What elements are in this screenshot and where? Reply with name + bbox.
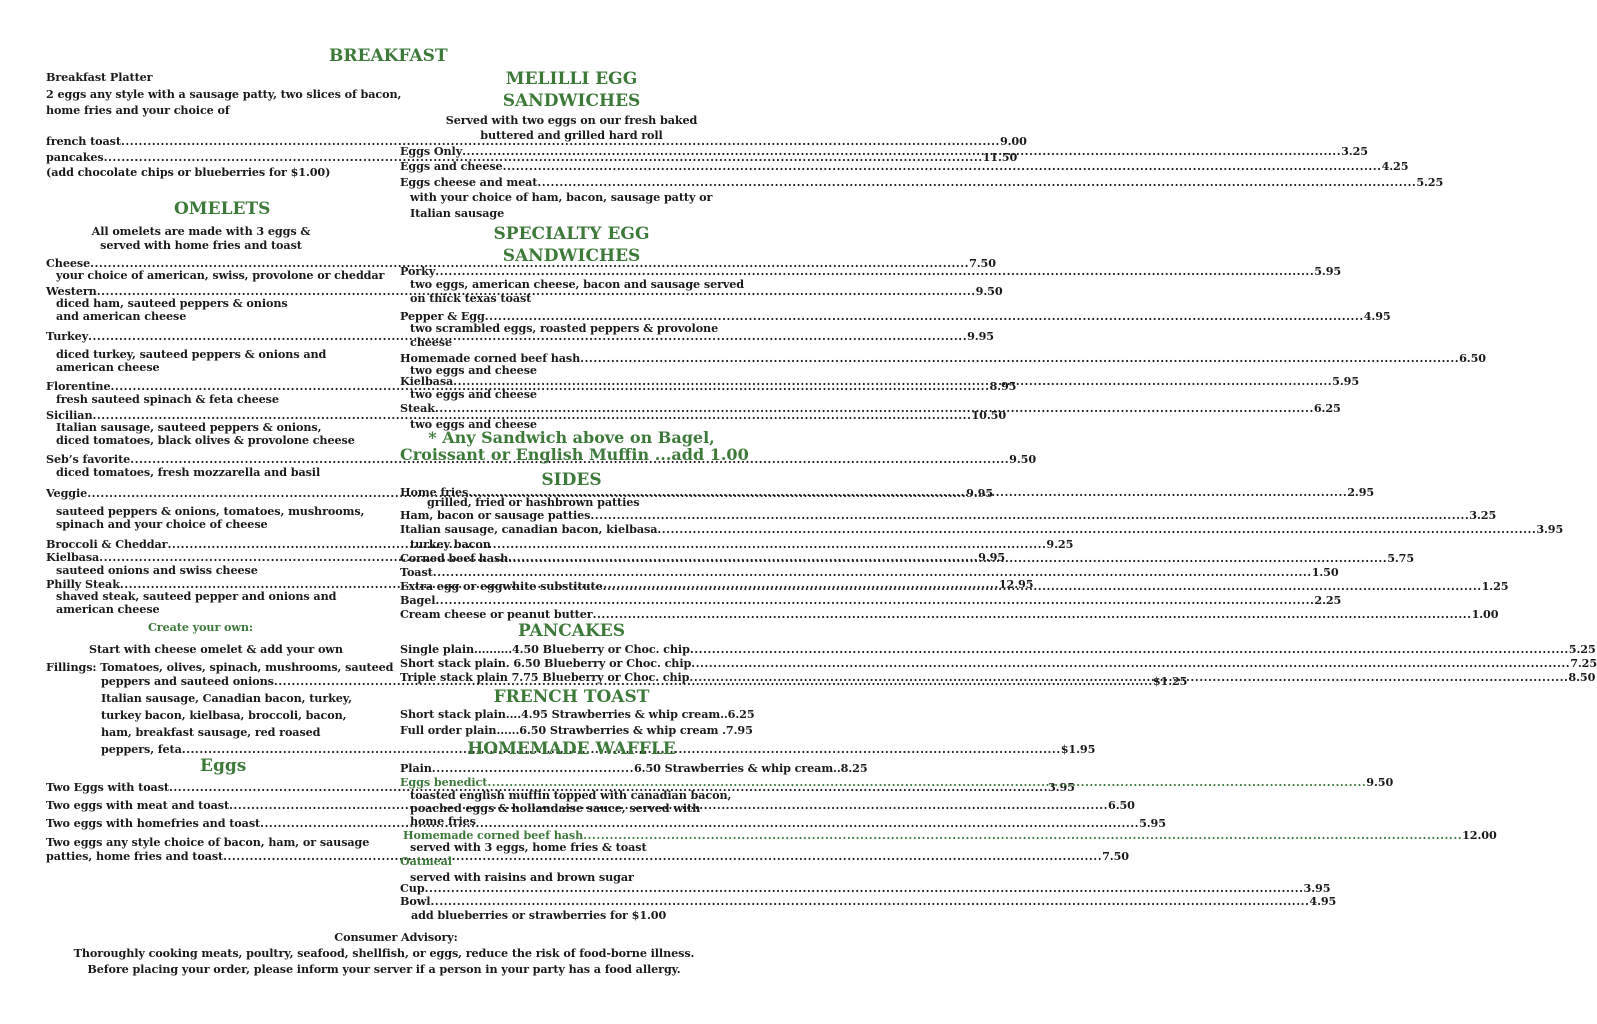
menu-item-desc: diced turkey, sauteed peppers & onions and	[56, 347, 327, 361]
menu-item-desc: add blueberries or strawberries for $1.00	[411, 908, 667, 922]
menu-item: Extra egg or eggwhite substitute ..... 1.25	[400, 579, 729, 593]
breakfast-note: (add chocolate chips or blueberries for $1.00)	[46, 165, 331, 179]
menu-item-desc: two eggs and cheese	[410, 417, 537, 431]
menu-item-desc: diced tomatoes, fresh mozzarella and basil	[56, 465, 321, 479]
menu-item-desc: sauteed onions and swiss cheese	[56, 563, 258, 577]
fillings-line: peppers and sauteed onions ..... $1.25	[101, 674, 361, 688]
menu-item: Bowl ..... 4.95	[400, 894, 732, 908]
menu-item: Two eggs with homefries and toast ..... 5.95	[46, 816, 357, 830]
menu-item-desc: two scrambled eggs, roasted peppers & provolone	[410, 321, 719, 335]
menu-item: Kielbasa ..... 9.95	[46, 550, 358, 564]
omelets-intro: served with home fries and toast	[100, 238, 302, 252]
specialty-heading: SPECIALTY EGG	[493, 224, 650, 244]
menu-item: Two eggs any style choice of bacon, ham, or sausage	[46, 835, 370, 849]
menu-item: Philly Steak ..... 12.95	[46, 577, 358, 591]
menu-item-desc: on thick texas toast	[410, 291, 532, 305]
menu-item-desc: toasted english muffin topped with canadian bacon,	[410, 788, 732, 802]
omelets-intro: All omelets are made with 3 eggs &	[91, 224, 311, 238]
menu-item: Ham, bacon or sausage patties ..... 3.25	[400, 508, 729, 522]
menu-item: Single plain..........4.50 Blueberry or Choc. chip ..... 5.25	[400, 642, 732, 656]
breakfast-platter-title: Breakfast Platter	[46, 70, 153, 84]
advisory-title: Consumer Advisory:	[334, 930, 458, 944]
menu-item: Seb’s favorite ..... 9.50	[46, 452, 358, 466]
breakfast-platter-desc: 2 eggs any style with a sausage patty, two slices of bacon,	[46, 87, 402, 101]
menu-item-desc: and american cheese	[56, 309, 187, 323]
breakfast-heading: BREAKFAST	[329, 46, 448, 66]
fillings-line: ham, breakfast sausage, red roased	[101, 725, 321, 739]
menu-item-desc: poached eggs & hollandaise sauce, served with	[410, 801, 701, 815]
menu-item: Cream cheese or peanut butter ..... 1.00	[400, 607, 729, 621]
menu-item: Broccoli & Cheddar ..... 9.25	[46, 537, 358, 551]
menu-item: Short stack plain....4.95 Strawberries & whip cream..6.25	[400, 707, 755, 721]
french-toast-heading: FRENCH TOAST	[493, 687, 650, 707]
specialty-heading: SANDWICHES	[502, 246, 641, 266]
menu-item-desc: two eggs and cheese	[410, 363, 537, 377]
menu-item: Bagel ..... 2.25	[400, 593, 729, 607]
menu-item: Plain .............................................. 6.50 Strawberries & whip cream..8.25	[400, 761, 868, 775]
menu-item-desc: sauteed peppers & onions, tomatoes, mushrooms,	[56, 504, 365, 518]
menu-item: Two Eggs with toast ..... 3.95	[46, 780, 357, 794]
create-your-own-intro: Start with cheese omelet & add your own	[89, 642, 343, 656]
menu-item: Cheese ..... 7.50	[46, 256, 358, 270]
egg-sandwiches-heading: MELILLI EGG	[505, 69, 638, 89]
menu-item: Italian sausage, canadian bacon, kielbasa ..... 3.95	[400, 522, 729, 536]
menu-item: Steak ..... 6.25	[400, 401, 743, 415]
create-your-own-heading: Create your own:	[148, 620, 253, 634]
menu-item-desc: american cheese	[56, 360, 160, 374]
menu-item: Cup ..... 3.95	[400, 881, 732, 895]
menu-item-desc: your choice of american, swiss, provolone or cheddar	[56, 268, 385, 282]
menu-item-desc: two eggs, american cheese, bacon and sausage served	[410, 277, 745, 291]
menu-item: Home fries ..... 2.95	[400, 485, 729, 499]
menu-item: Eggs and cheese ..... 4.25	[400, 159, 743, 173]
menu-item: Homemade corned beef hash ..... 12.00	[403, 828, 734, 842]
menu-item: Veggie ..... 9.95	[46, 486, 358, 500]
menu-item: Full order plain......6.50 Strawberries & whip cream .7.95	[400, 723, 753, 737]
menu-item-desc: cheese	[410, 335, 452, 349]
omelets-heading: OMELETS	[174, 199, 271, 219]
menu-item: Kielbasa ..... 5.95	[400, 374, 743, 388]
menu-item: Pepper & Egg ..... 4.95	[400, 309, 743, 323]
egg-sandwiches-intro: Served with two eggs on our fresh baked	[445, 113, 698, 127]
menu-item-desc: turkey bacon	[410, 537, 491, 551]
menu-item: Sicilian ..... 10.50	[46, 408, 358, 422]
menu-item: Porky ..... 5.95	[400, 264, 743, 278]
menu-item: french toast ..... 9.00	[46, 134, 356, 148]
menu-item: Florentine ..... 8.95	[46, 379, 358, 393]
waffle-heading: HOMEMADE WAFFLE	[467, 739, 676, 759]
menu-item-desc: served with raisins and brown sugar	[410, 870, 634, 884]
eggs-heading: Eggs	[200, 756, 247, 776]
menu-item: Short stack plain. 6.50 Blueberry or Choc. chip ..... 7.25	[400, 656, 734, 670]
fillings-label: Fillings: Tomatoes, olives, spinach, mushrooms, sauteed	[46, 660, 394, 674]
menu-item: Western ..... 9.50	[46, 284, 358, 298]
menu-item: patties, home fries and toast ..... 7.50	[46, 849, 356, 863]
menu-item: Corned beef hash ..... 5.75	[400, 551, 729, 565]
menu-item-desc: with your choice of ham, bacon, sausage patty or	[410, 190, 713, 204]
sandwich-upgrade-note: Croissant or English Muffin ...add 1.00	[400, 445, 749, 464]
menu-item: Eggs benedict ..... 9.50	[400, 775, 731, 789]
menu-item: Toast ..... 1.50	[400, 565, 729, 579]
menu-item-desc: spinach and your choice of cheese	[56, 517, 268, 531]
menu-item: Eggs Only ..... 3.25	[400, 144, 743, 158]
menu-item: Triple stack plain 7.75 Blueberry or Choc. chip ..... 8.50	[400, 670, 735, 684]
menu-item-desc: home fries	[410, 814, 476, 828]
menu-item: Two eggs with meat and toast ..... 6.50	[46, 798, 359, 812]
menu-item: Turkey ..... 9.95	[46, 329, 358, 343]
sandwich-upgrade-note: * Any Sandwich above on Bagel,	[428, 428, 715, 447]
menu-item-desc: shaved steak, sauteed pepper and onions and	[56, 589, 337, 603]
egg-sandwiches-heading: SANDWICHES	[502, 91, 641, 111]
menu-item-desc: two eggs and cheese	[410, 387, 537, 401]
advisory-text: Before placing your order, please inform your server if a person in your party has a food allergy.	[87, 962, 681, 976]
fillings-line: Italian sausage, Canadian bacon, turkey,	[101, 691, 352, 705]
breakfast-platter-desc: home fries and your choice of	[46, 103, 230, 117]
menu-item-desc: Italian sausage, sauteed peppers & onions,	[56, 420, 322, 434]
fillings-line: turkey bacon, kielbasa, broccoli, bacon,	[101, 708, 347, 722]
menu-item-desc: diced ham, sauteed peppers & onions	[56, 296, 288, 310]
menu-item-desc: american cheese	[56, 602, 160, 616]
menu-item-desc: served with 3 eggs, home fries & toast	[410, 840, 647, 854]
menu-item: Oatmeal	[400, 854, 452, 868]
menu-item: Homemade corned beef hash ..... 6.50	[400, 351, 743, 365]
pancakes-heading: PANCAKES	[517, 621, 625, 641]
advisory-text: Thoroughly cooking meats, poultry, seafood, shellfish, or eggs, reduce the risk of food-borne illness.	[73, 946, 695, 960]
menu-item-desc: diced tomatoes, black olives & provolone cheese	[56, 433, 355, 447]
egg-sandwiches-intro: buttered and grilled hard roll	[480, 128, 663, 142]
menu-item-desc: fresh sauteed spinach & feta cheese	[56, 392, 279, 406]
menu-item-desc: grilled, fried or hashbrown patties	[427, 495, 640, 509]
sides-heading: SIDES	[541, 470, 602, 490]
fillings-line: peppers, feta ..... $1.95	[101, 742, 363, 756]
menu-item: Eggs cheese and meat ..... 5.25	[400, 175, 743, 189]
menu-item-desc: Italian sausage	[410, 206, 505, 220]
menu-item: pancakes ..... 11.50	[46, 150, 356, 164]
